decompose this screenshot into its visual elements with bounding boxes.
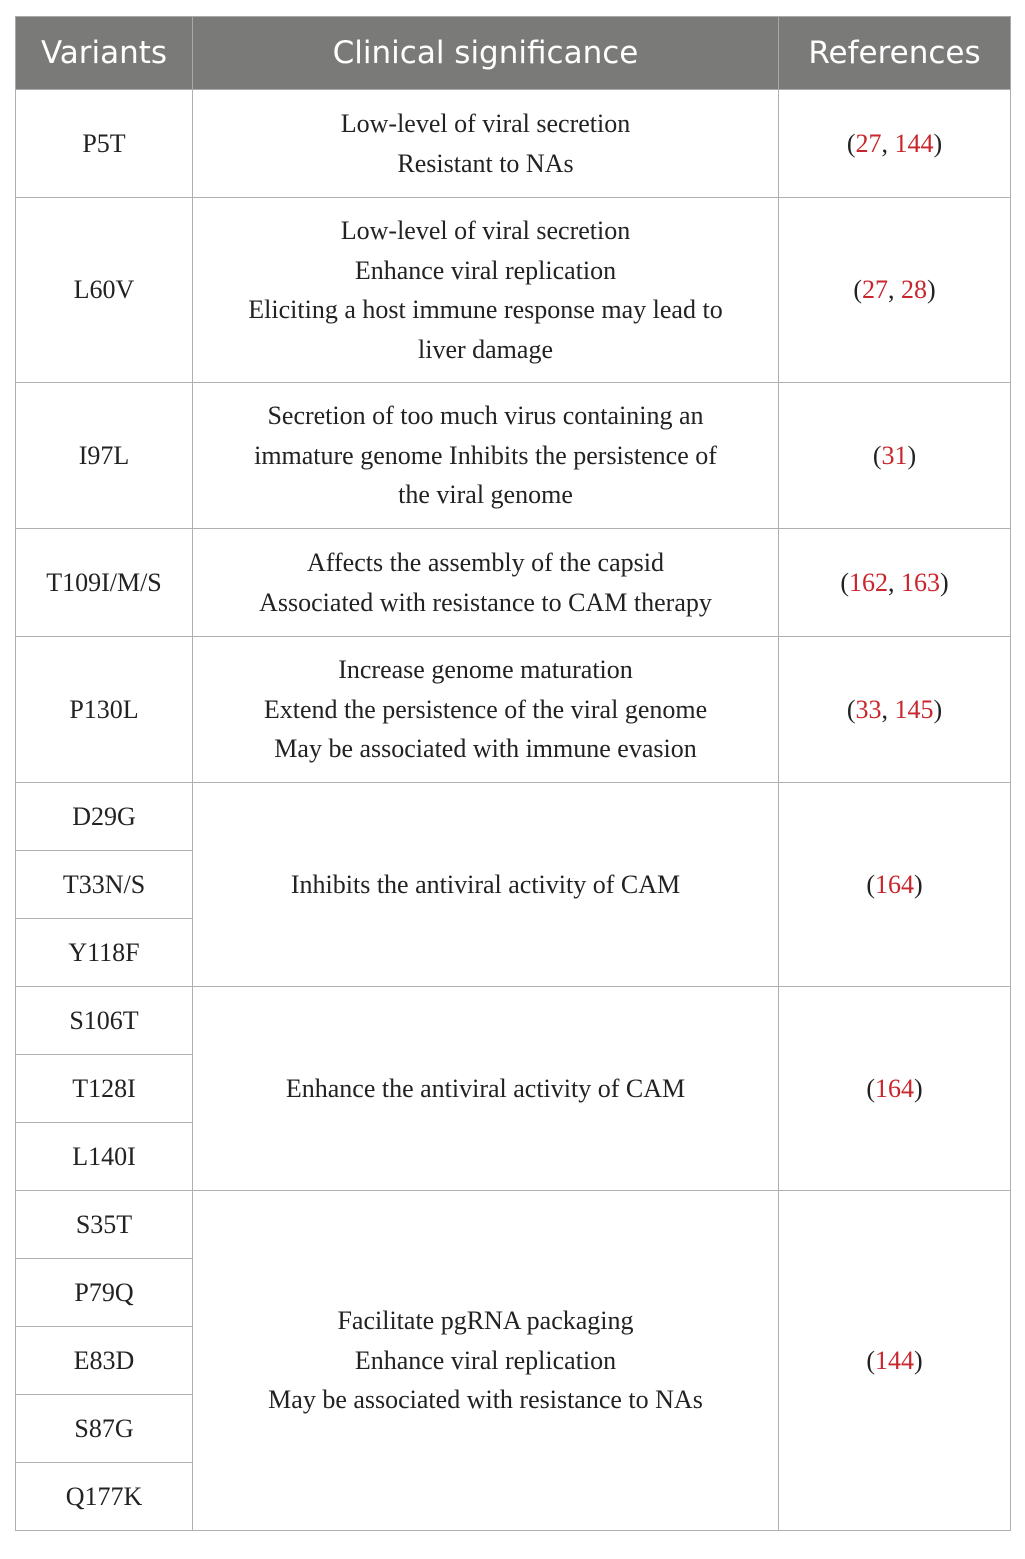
reference-link[interactable]: 27 [862, 275, 888, 305]
significance-line: liver damage [418, 334, 553, 364]
variant-cell: T109I/M/S [16, 529, 193, 637]
significance-line: Low-level of viral secretion [340, 109, 631, 138]
significance-line: Resistant to NAs [397, 148, 574, 178]
reference-link[interactable]: 31 [881, 440, 908, 470]
references-cell: (27, 144) [779, 90, 1011, 198]
significance-line: Increase genome maturation [338, 655, 633, 685]
clinical-significance-cell [193, 90, 779, 198]
header-references: References [779, 17, 1011, 90]
significance-line: Enhance the antiviral activity of CAM [285, 1073, 686, 1103]
table-row [16, 637, 1011, 783]
reference-link[interactable]: 144 [894, 128, 934, 158]
significance-line: Extend the persistence of the viral genome [263, 694, 708, 724]
references-cell: (164) [779, 987, 1011, 1191]
clinical-significance-cell [193, 987, 779, 1191]
reference-link[interactable]: 145 [894, 694, 934, 724]
header-variants: Variants [16, 17, 193, 90]
clinical-significance-cell [193, 783, 779, 987]
reference-link[interactable]: 164 [875, 869, 914, 899]
references-cell: (31) [779, 383, 1011, 529]
variant-cell: P5T [16, 90, 193, 198]
reference-link[interactable]: 33 [855, 694, 882, 724]
table-row [16, 198, 1011, 383]
table-row [16, 1191, 1011, 1259]
clinical-significance-cell [193, 529, 779, 637]
references-cell: (33, 145) [779, 637, 1011, 783]
variant-cell: S35T [16, 1191, 193, 1259]
table-row [16, 987, 1011, 1055]
references-cell: (162, 163) [779, 529, 1011, 637]
variant-cell: Y118F [16, 919, 193, 987]
variant-cell: I97L [16, 383, 193, 529]
significance-line: Secretion of too much virus containing an [267, 401, 704, 431]
reference-link[interactable]: 144 [875, 1345, 914, 1375]
reference-link[interactable]: 162 [849, 567, 888, 597]
clinical-significance-cell [193, 198, 779, 383]
significance-line: Inhibits the antiviral activity of CAM [290, 869, 681, 899]
table-row [16, 383, 1011, 529]
variant-cell: S106T [16, 987, 193, 1055]
variant-cell: P79Q [16, 1259, 193, 1327]
table-row [16, 90, 1011, 198]
significance-line: Enhance viral replication [354, 255, 617, 285]
significance-line: May be associated with immune evasion [274, 734, 697, 764]
significance-line: Low-level of viral secretion [340, 216, 631, 245]
significance-line: Eliciting a host immune response may lead to [248, 295, 723, 324]
variant-cell: L60V [16, 198, 193, 383]
variant-cell: E83D [16, 1327, 193, 1395]
significance-line: May be associated with resistance to NAs [268, 1385, 703, 1415]
references-cell: (164) [779, 783, 1011, 987]
table-row [16, 529, 1011, 637]
variant-cell: T33N/S [16, 851, 193, 919]
variant-cell: Q177K [16, 1463, 193, 1531]
reference-link[interactable]: 27 [855, 128, 882, 158]
significance-line: immature genome Inhibits the persistence of [254, 440, 717, 470]
variants-table [15, 16, 1011, 1531]
variant-cell: L140I [16, 1123, 193, 1191]
reference-link[interactable]: 164 [875, 1073, 914, 1103]
significance-line: Enhance viral replication [354, 1345, 617, 1375]
variant-cell: P130L [16, 637, 193, 783]
clinical-significance-cell [193, 383, 779, 529]
variant-cell: S87G [16, 1395, 193, 1463]
references-cell: (144) [779, 1191, 1011, 1531]
variant-cell: D29G [16, 783, 193, 851]
clinical-significance-cell [193, 1191, 779, 1531]
variant-cell: T128I [16, 1055, 193, 1123]
table-body [16, 90, 1011, 1531]
significance-line: the viral genome [398, 480, 573, 510]
header-clinical-significance: Clinical significance [193, 17, 779, 90]
header-row [16, 17, 1011, 90]
significance-line: Affects the assembly of the capsid [307, 548, 664, 577]
significance-line: Associated with resistance to CAM therapy [259, 587, 712, 617]
reference-link[interactable]: 163 [901, 567, 940, 597]
references-cell: (27, 28) [779, 198, 1011, 383]
clinical-significance-cell [193, 637, 779, 783]
reference-link[interactable]: 28 [901, 275, 927, 305]
table-row [16, 783, 1011, 851]
significance-line: Facilitate pgRNA packaging [337, 1306, 634, 1336]
